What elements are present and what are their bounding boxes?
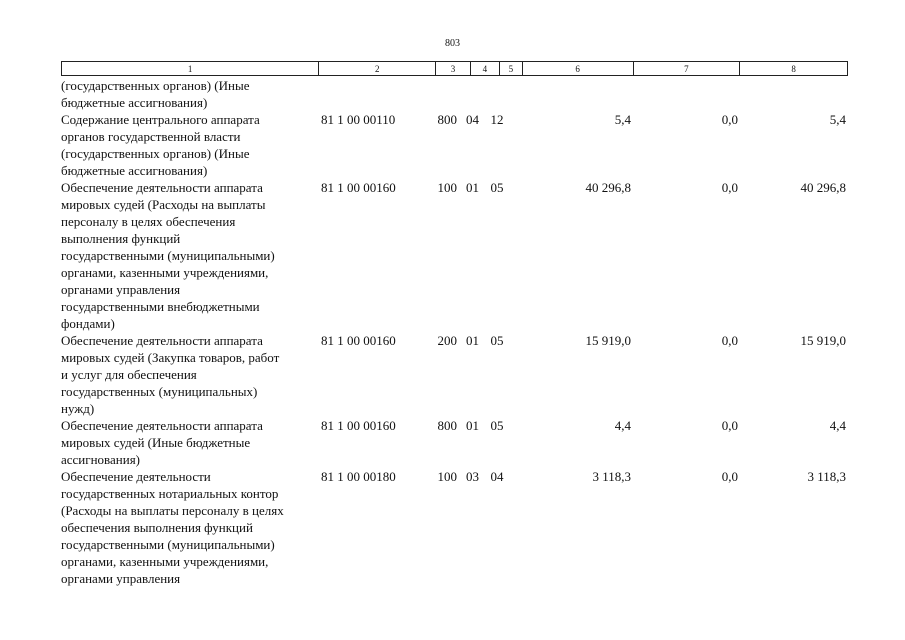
change-amount xyxy=(631,77,738,111)
approved-amount: 40 296,8 xyxy=(585,180,631,195)
row-description xyxy=(61,179,319,332)
table-row xyxy=(61,332,851,417)
subsection-code xyxy=(486,77,508,111)
description-line: Обеспечение деятельности xyxy=(61,469,211,484)
target-article-code: 81 1 00 00110 xyxy=(321,112,396,127)
description-line: мировых судей (Закупка товаров, работ xyxy=(61,350,280,365)
approved-amount: 5,4 xyxy=(614,112,631,127)
description-line: Содержание центрального аппарата xyxy=(61,112,260,127)
column-number-header xyxy=(61,61,848,76)
column-number-5: 5 xyxy=(500,62,523,75)
row-description xyxy=(61,77,319,111)
description-line: (Расходы на выплаты персоналу в целях xyxy=(61,503,284,518)
total-amount: 3 118,3 xyxy=(807,469,846,484)
description-line: фондами) xyxy=(61,316,115,331)
expense-type-code: 200 xyxy=(437,333,457,348)
description-line: государственными внебюджетными xyxy=(61,299,260,314)
description-line: государственных нотариальных контор xyxy=(61,486,279,501)
table-row xyxy=(61,417,851,468)
section-code: 03 xyxy=(466,469,479,484)
description-line: органами, казенными учреждениями, xyxy=(61,554,269,569)
target-article-code xyxy=(319,77,436,111)
table-row xyxy=(61,111,851,179)
description-line: бюджетные ассигнования) xyxy=(61,95,208,110)
change-amount: 0,0 xyxy=(721,418,738,433)
expense-type-code: 100 xyxy=(437,469,457,484)
description-line: Обеспечение деятельности аппарата xyxy=(61,418,263,433)
description-line: мировых судей (Иные бюджетные xyxy=(61,435,251,450)
column-number-8: 8 xyxy=(791,63,796,74)
section-code xyxy=(459,77,486,111)
description-line: ассигнования) xyxy=(61,452,141,467)
total-amount xyxy=(738,77,846,111)
description-line: органов государственной власти xyxy=(61,129,241,144)
description-line: органами, казенными учреждениями, xyxy=(61,265,269,280)
subsection-code: 05 xyxy=(490,180,504,195)
row-description xyxy=(61,468,319,587)
change-amount: 0,0 xyxy=(721,333,738,348)
table-row xyxy=(61,468,851,587)
change-amount: 0,0 xyxy=(721,180,738,195)
total-amount: 4,4 xyxy=(829,418,846,433)
description-line: нужд) xyxy=(61,401,95,416)
target-article-code: 81 1 00 00180 xyxy=(321,469,396,484)
row-description xyxy=(61,332,319,417)
description-line: бюджетные ассигнования) xyxy=(61,163,208,178)
change-amount: 0,0 xyxy=(721,469,738,484)
approved-amount: 15 919,0 xyxy=(585,333,631,348)
description-line: мировых судей (Расходы на выплаты xyxy=(61,197,266,212)
expense-type-code: 800 xyxy=(437,418,457,433)
expense-type-code: 100 xyxy=(437,180,457,195)
section-code: 04 xyxy=(466,112,479,127)
expense-type-code: 800 xyxy=(437,112,457,127)
total-amount: 15 919,0 xyxy=(800,333,846,348)
target-article-code: 81 1 00 00160 xyxy=(321,333,396,348)
description-line: выполнения функций xyxy=(61,231,181,246)
target-article-code: 81 1 00 00160 xyxy=(321,418,396,433)
total-amount: 5,4 xyxy=(829,112,846,127)
target-article-code: 81 1 00 00160 xyxy=(321,180,396,195)
description-line: (государственных органов) (Иные xyxy=(61,146,250,161)
subsection-code: 04 xyxy=(490,469,504,484)
section-code: 01 xyxy=(466,333,479,348)
change-amount: 0,0 xyxy=(721,112,738,127)
column-number-7: 7 xyxy=(634,62,741,75)
column-number-3: 3 xyxy=(436,62,471,75)
row-description xyxy=(61,417,319,468)
column-number-4: 4 xyxy=(471,62,500,75)
description-line: органами управления xyxy=(61,571,181,586)
description-line: персоналу в целях обеспечения xyxy=(61,214,236,229)
column-number-6: 6 xyxy=(523,62,634,75)
description-line: государственных (муниципальных) xyxy=(61,384,258,399)
budget-table-body xyxy=(61,77,851,587)
subsection-code: 05 xyxy=(490,333,504,348)
description-line: Обеспечение деятельности аппарата xyxy=(61,333,263,348)
description-line: (государственных органов) (Иные xyxy=(61,78,250,93)
description-line: органами управления xyxy=(61,282,181,297)
description-line: Обеспечение деятельности аппарата xyxy=(61,180,263,195)
subsection-code: 12 xyxy=(490,112,504,127)
table-row xyxy=(61,179,851,332)
column-number-2: 2 xyxy=(319,62,436,75)
expense-type-code xyxy=(436,77,459,111)
description-line: обеспечения выполнения функций xyxy=(61,520,253,535)
total-amount: 40 296,8 xyxy=(800,180,846,195)
description-line: государственными (муниципальными) xyxy=(61,537,275,552)
description-line: и услуг для обеспечения xyxy=(61,367,197,382)
section-code: 01 xyxy=(466,180,479,195)
subsection-code: 05 xyxy=(490,418,504,433)
approved-amount: 3 118,3 xyxy=(592,469,631,484)
row-description xyxy=(61,111,319,179)
table-row xyxy=(61,77,851,111)
page-number: 803 xyxy=(445,38,460,49)
column-number-1: 1 xyxy=(62,62,319,75)
approved-amount xyxy=(508,77,631,111)
section-code: 01 xyxy=(466,418,479,433)
approved-amount: 4,4 xyxy=(614,418,631,433)
description-line: государственными (муниципальными) xyxy=(61,248,275,263)
